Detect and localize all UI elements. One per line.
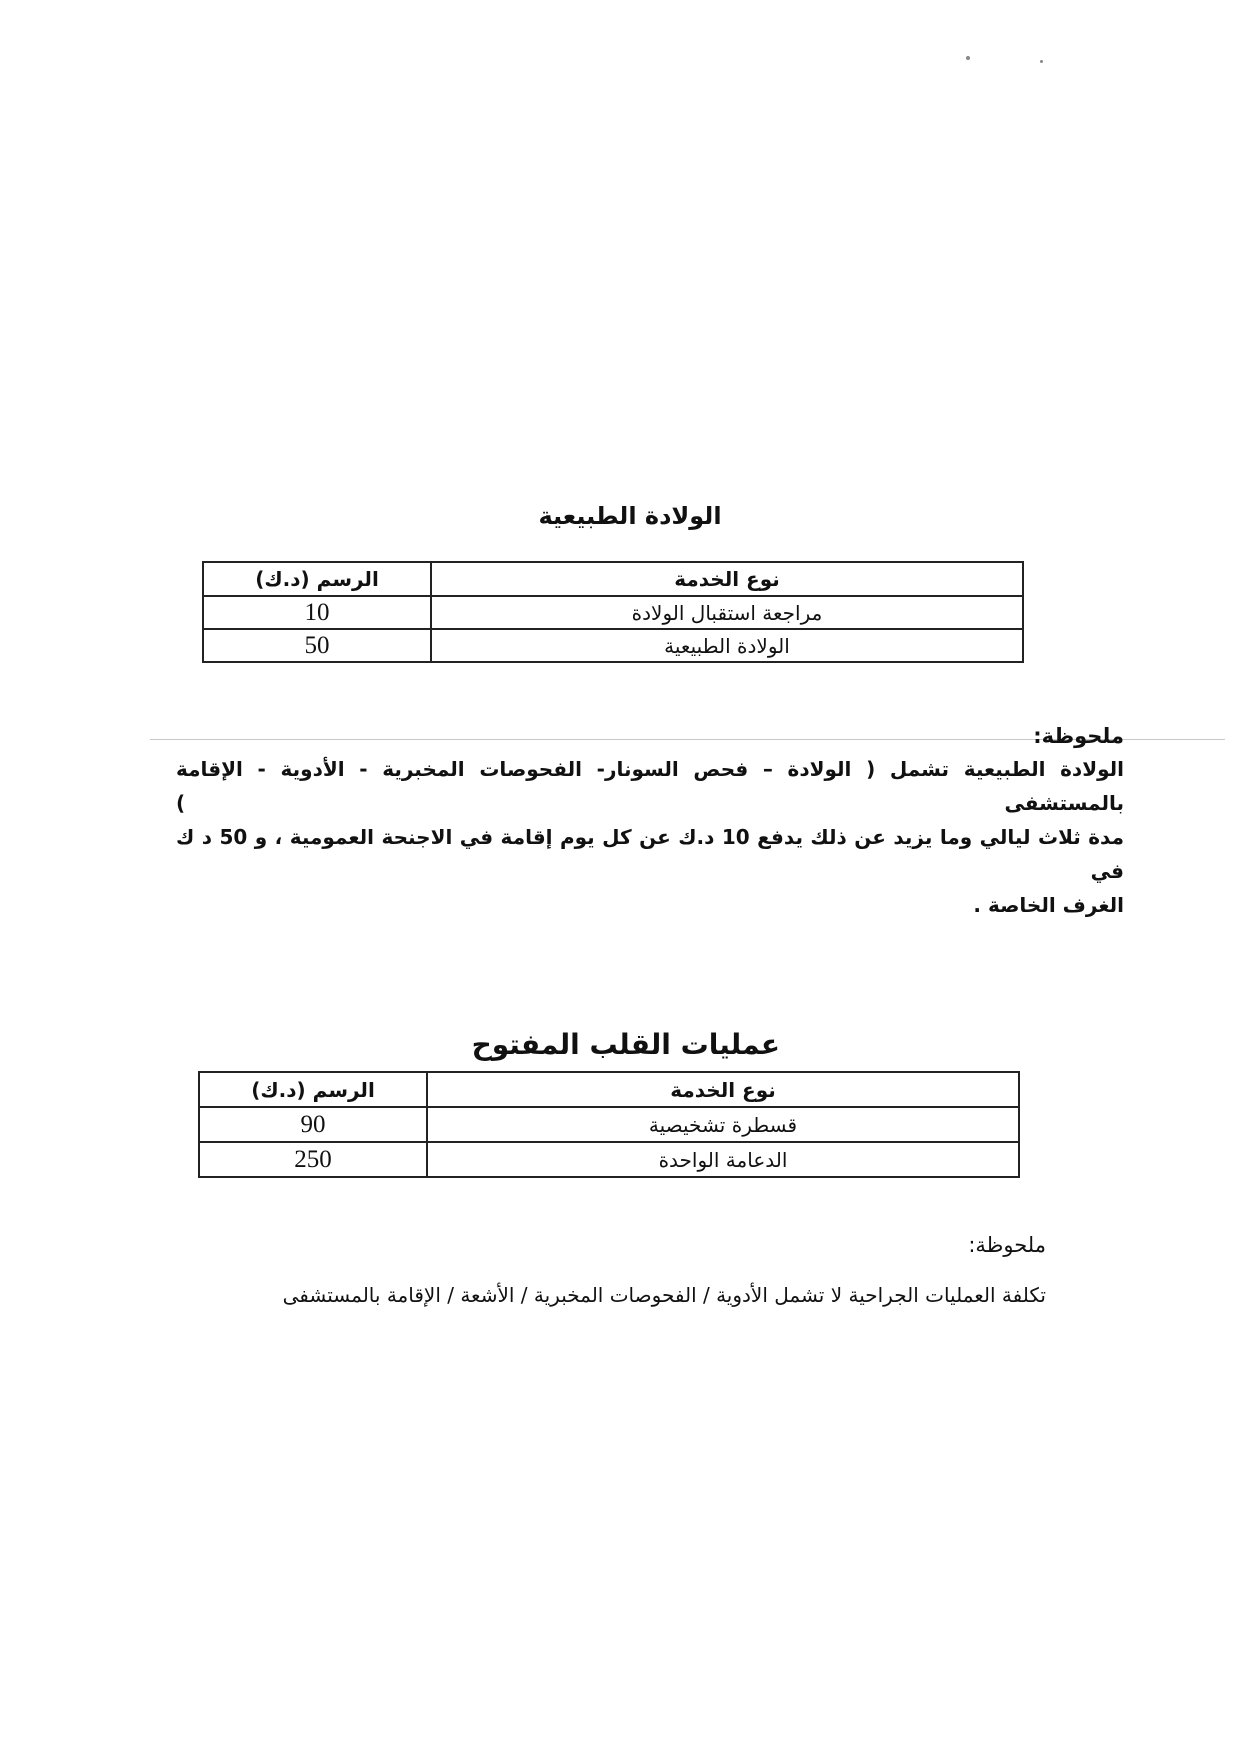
open-heart-fee-table	[198, 1071, 1020, 1178]
open-heart-title: عمليات القلب المفتوح	[471, 1028, 780, 1061]
service-cell: قسطرة تشخيصية	[427, 1107, 1019, 1142]
note-line: الولادة الطبيعية تشمل ( الولادة – فحص السونار- الفحوصات المخبرية - الأدوية - الإقامة بالمستشفى )	[176, 757, 1124, 815]
table-row	[203, 629, 1023, 662]
natural-birth-note-label: ملحوظة:	[1033, 724, 1124, 748]
fee-cell: 50	[203, 629, 431, 662]
table-row	[199, 1107, 1019, 1142]
service-type-header: نوع الخدمة	[427, 1072, 1019, 1107]
note-line: مدة ثلاث ليالي وما يزيد عن ذلك يدفع 10 د.ك عن كل يوم إقامة في الاجنحة العمومية ، و 50 د ك في	[176, 825, 1124, 883]
fee-header: الرسم (د.ك)	[199, 1072, 427, 1107]
scan-speck	[966, 56, 970, 60]
open-heart-note-label: ملحوظة:	[968, 1233, 1046, 1257]
service-cell: الدعامة الواحدة	[427, 1142, 1019, 1177]
service-cell: مراجعة استقبال الولادة	[431, 596, 1023, 629]
fee-cell: 90	[199, 1107, 427, 1142]
table-row	[199, 1142, 1019, 1177]
open-heart-note-text: تكلفة العمليات الجراحية لا تشمل الأدوية / الفحوصات المخبرية / الأشعة / الإقامة بالمستشفى	[282, 1283, 1046, 1307]
natural-birth-note-text	[176, 752, 1124, 922]
note-line: الغرف الخاصة .	[973, 893, 1124, 917]
fee-header: الرسم (د.ك)	[203, 562, 431, 596]
scan-speck	[1040, 60, 1043, 63]
fee-cell: 10	[203, 596, 431, 629]
natural-birth-title: الولادة الطبيعية	[538, 502, 722, 530]
fee-cell: 250	[199, 1142, 427, 1177]
natural-birth-fee-table	[202, 561, 1024, 663]
table-header-row	[199, 1072, 1019, 1107]
service-type-header: نوع الخدمة	[431, 562, 1023, 596]
table-row	[203, 596, 1023, 629]
table-header-row	[203, 562, 1023, 596]
service-cell: الولادة الطبيعية	[431, 629, 1023, 662]
